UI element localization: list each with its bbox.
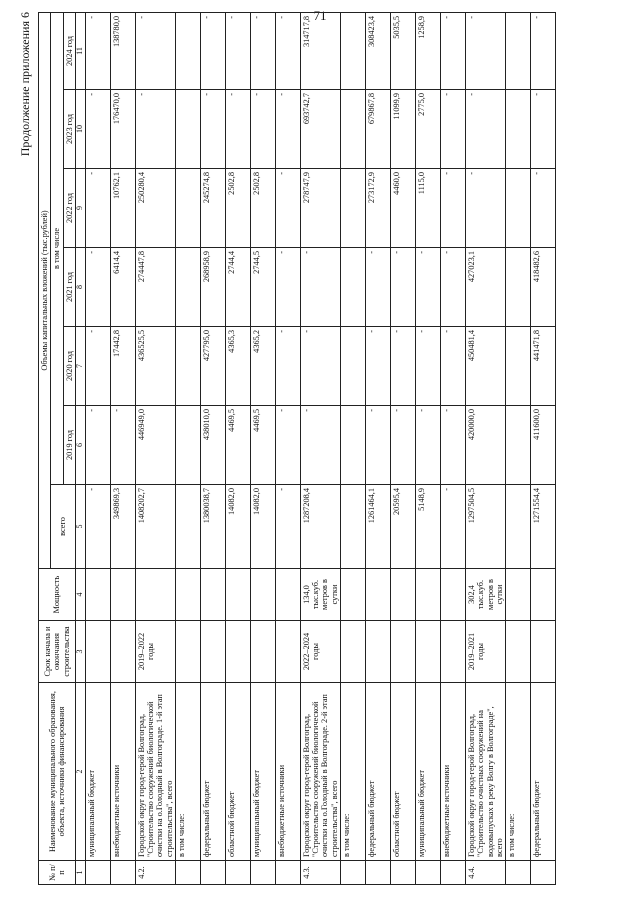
row-year-value: [341, 90, 366, 169]
column-number: 8: [75, 248, 85, 327]
table-row: [506, 12, 531, 884]
row-year-value: -: [531, 169, 556, 248]
row-power: [506, 569, 531, 621]
row-period: 2022–2024 годы: [300, 621, 340, 683]
row-year-value: 4365,2: [250, 327, 275, 406]
header-year: 2022 год: [63, 169, 75, 248]
row-year-value: -: [366, 248, 391, 327]
row-year-value: 679867,8: [366, 90, 391, 169]
row-year-value: 250280,4: [135, 169, 175, 248]
header-period: Срок начала и окончания строительства: [39, 621, 76, 683]
row-year-value: [341, 327, 366, 406]
row-year-value: 411600,0: [531, 406, 556, 485]
row-year-value: -: [135, 12, 175, 89]
row-year-value: [341, 406, 366, 485]
row-year-value: -: [366, 406, 391, 485]
row-year-value: 4365,3: [225, 327, 250, 406]
row-total: 5148,9: [416, 485, 441, 569]
row-year-value: 278747,9: [300, 169, 340, 248]
header-name: Наименование муниципального образования, объекта, источники финансирования: [39, 683, 76, 861]
row-name: областной бюджет: [225, 683, 250, 861]
table-row: [341, 12, 366, 884]
table-row: [225, 12, 250, 884]
row-name: муниципальный бюджет: [250, 683, 275, 861]
row-year-value: -: [300, 327, 340, 406]
row-year-value: 4460,0: [391, 169, 416, 248]
row-power: [416, 569, 441, 621]
row-year-value: -: [300, 248, 340, 327]
row-year-value: [175, 248, 200, 327]
row-total: 1261464,1: [366, 485, 391, 569]
row-number: [85, 861, 110, 885]
row-year-value: [506, 12, 531, 89]
row-year-value: 441471,8: [531, 327, 556, 406]
row-power: [135, 569, 175, 621]
row-name: внебюджетные источники: [441, 683, 466, 861]
row-total: -: [275, 485, 300, 569]
row-year-value: 274447,8: [135, 248, 175, 327]
row-year-value: 1258,9: [416, 12, 441, 89]
capital-investment-table: [38, 12, 556, 885]
row-year-value: [506, 169, 531, 248]
column-number: 11: [75, 12, 85, 89]
table-body: [85, 12, 555, 884]
header-incl: в том числе: [51, 12, 63, 484]
row-year-value: -: [441, 90, 466, 169]
row-number: 4.4.: [466, 861, 506, 885]
row-number: [250, 861, 275, 885]
row-year-value: 2744,5: [250, 248, 275, 327]
row-year-value: -: [225, 90, 250, 169]
row-year-value: -: [275, 248, 300, 327]
row-year-value: -: [300, 406, 340, 485]
row-year-value: 308423,4: [366, 12, 391, 89]
row-year-value: -: [225, 12, 250, 89]
table-row: [175, 12, 200, 884]
table-row: [300, 12, 340, 884]
row-year-value: 268958,9: [200, 248, 225, 327]
table-row: [416, 12, 441, 884]
row-year-value: 10762,1: [110, 169, 135, 248]
row-period: [175, 621, 200, 683]
page-number: 71: [313, 8, 327, 23]
row-year-value: -: [85, 327, 110, 406]
header-year: 2023 год: [63, 90, 75, 169]
row-power: [531, 569, 556, 621]
table-row: [391, 12, 416, 884]
row-total: 14082,0: [225, 485, 250, 569]
row-period: 2019–2021 годы: [466, 621, 506, 683]
row-year-value: [506, 248, 531, 327]
row-year-value: -: [275, 169, 300, 248]
row-year-value: [341, 169, 366, 248]
row-period: [275, 621, 300, 683]
header-investments: Объемы капитальных вложений (тыс.рублей): [39, 12, 51, 568]
row-year-value: -: [85, 248, 110, 327]
row-number: [441, 861, 466, 885]
row-year-value: [506, 90, 531, 169]
row-name: Городской округ город-герой Волгоград, "Строительство сооружений биологической очистки на о.Голодный в Волгограде. 2-й этап строительства", всего: [300, 683, 340, 861]
row-year-value: 2502,8: [225, 169, 250, 248]
row-year-value: -: [391, 327, 416, 406]
row-power: 302,4 тыс.куб. метров в сутки: [466, 569, 506, 621]
row-number: [366, 861, 391, 885]
row-year-value: -: [441, 248, 466, 327]
row-name: в том числе:: [175, 683, 200, 861]
row-year-value: -: [441, 406, 466, 485]
row-number: [200, 861, 225, 885]
row-name: внебюджетные источники: [275, 683, 300, 861]
row-year-value: 450481,4: [466, 327, 506, 406]
row-year-value: -: [275, 90, 300, 169]
row-year-value: [506, 327, 531, 406]
column-number: 5: [75, 485, 85, 569]
row-year-value: -: [85, 12, 110, 89]
row-total: 1380038,7: [200, 485, 225, 569]
row-year-value: 314717,8: [300, 12, 340, 89]
row-number: [531, 861, 556, 885]
row-year-value: 273172,9: [366, 169, 391, 248]
row-number: [110, 861, 135, 885]
table-row: [441, 12, 466, 884]
row-period: [341, 621, 366, 683]
row-year-value: 176470,0: [110, 90, 135, 169]
row-year-value: -: [466, 12, 506, 89]
row-number: 4.3.: [300, 861, 340, 885]
row-power: [175, 569, 200, 621]
row-year-value: -: [531, 90, 556, 169]
header-year: 2019 год: [63, 406, 75, 485]
header-year: 2020 год: [63, 327, 75, 406]
row-year-value: -: [466, 169, 506, 248]
row-year-value: -: [85, 406, 110, 485]
row-year-value: 2775,0: [416, 90, 441, 169]
row-number: [506, 861, 531, 885]
row-year-value: 17442,8: [110, 327, 135, 406]
header-total: всего: [51, 485, 76, 569]
header-no: № п/п: [39, 861, 76, 885]
column-number: 3: [75, 621, 85, 683]
row-name: Городской округ город-герой Волгоград, "Строительство сооружений биологической очистки на о.Голодный в Волгограде. 1-й этап строительства", всего: [135, 683, 175, 861]
row-number: [175, 861, 200, 885]
row-year-value: -: [250, 90, 275, 169]
row-year-value: 2744,4: [225, 248, 250, 327]
row-year-value: [175, 90, 200, 169]
row-year-value: -: [275, 406, 300, 485]
row-power: [200, 569, 225, 621]
row-power: [341, 569, 366, 621]
row-year-value: 4469,5: [250, 406, 275, 485]
row-year-value: 6414,4: [110, 248, 135, 327]
row-name: в том числе:: [506, 683, 531, 861]
row-year-value: -: [250, 12, 275, 89]
column-number: 4: [75, 569, 85, 621]
row-year-value: -: [85, 90, 110, 169]
row-year-value: -: [200, 12, 225, 89]
row-power: [275, 569, 300, 621]
row-total: [175, 485, 200, 569]
row-period: [200, 621, 225, 683]
column-number: 2: [75, 683, 85, 861]
row-year-value: 4469,5: [225, 406, 250, 485]
row-year-value: -: [85, 169, 110, 248]
row-period: [366, 621, 391, 683]
row-total: 14082,0: [250, 485, 275, 569]
row-year-value: -: [416, 248, 441, 327]
row-period: [441, 621, 466, 683]
row-year-value: -: [441, 327, 466, 406]
appendix-title: Продолжение приложения 6: [18, 12, 32, 157]
row-year-value: 427795,0: [200, 327, 225, 406]
row-number: [225, 861, 250, 885]
row-year-value: -: [275, 327, 300, 406]
column-number: 9: [75, 169, 85, 248]
table-row: [135, 12, 175, 884]
row-year-value: 245274,8: [200, 169, 225, 248]
row-year-value: -: [275, 12, 300, 89]
row-power: [250, 569, 275, 621]
table-row: [531, 12, 556, 884]
row-name: муниципальный бюджет: [416, 683, 441, 861]
row-power: [85, 569, 110, 621]
row-number: [416, 861, 441, 885]
row-year-value: -: [366, 327, 391, 406]
row-year-value: [175, 406, 200, 485]
row-year-value: 1115,0: [416, 169, 441, 248]
row-year-value: 693742,7: [300, 90, 340, 169]
row-total: 1287208,4: [300, 485, 340, 569]
row-year-value: 446949,0: [135, 406, 175, 485]
row-year-value: -: [416, 406, 441, 485]
row-period: [85, 621, 110, 683]
row-year-value: -: [416, 327, 441, 406]
row-total: 1271554,4: [531, 485, 556, 569]
row-year-value: [341, 12, 366, 89]
row-total: 20595,4: [391, 485, 416, 569]
row-power: 134,0 тыс.куб. метров в сутки: [300, 569, 340, 621]
row-number: [391, 861, 416, 885]
row-number: [275, 861, 300, 885]
row-name: в том числе:: [341, 683, 366, 861]
row-year-value: -: [135, 90, 175, 169]
row-year-value: 2502,8: [250, 169, 275, 248]
row-name: федеральный бюджет: [200, 683, 225, 861]
row-year-value: -: [391, 406, 416, 485]
row-number: [341, 861, 366, 885]
row-total: -: [85, 485, 110, 569]
row-period: [531, 621, 556, 683]
header-year: 2021 год: [63, 248, 75, 327]
table-row: [275, 12, 300, 884]
header-power: Мощность: [39, 569, 76, 621]
column-number: 6: [75, 406, 85, 485]
table-row: [200, 12, 225, 884]
row-year-value: 420000,0: [466, 406, 506, 485]
header-year: 2024 год: [63, 12, 75, 89]
row-power: [391, 569, 416, 621]
row-year-value: 418482,6: [531, 248, 556, 327]
row-total: [506, 485, 531, 569]
row-power: [366, 569, 391, 621]
table-row: [466, 12, 506, 884]
column-number: 7: [75, 327, 85, 406]
row-year-value: -: [200, 90, 225, 169]
row-name: внебюджетные источники: [110, 683, 135, 861]
row-period: [391, 621, 416, 683]
row-year-value: 11099,9: [391, 90, 416, 169]
row-year-value: -: [466, 90, 506, 169]
row-total: 349869,3: [110, 485, 135, 569]
row-name: областной бюджет: [391, 683, 416, 861]
row-name: федеральный бюджет: [366, 683, 391, 861]
row-period: [506, 621, 531, 683]
row-power: [225, 569, 250, 621]
row-year-value: 436525,5: [135, 327, 175, 406]
row-year-value: -: [531, 12, 556, 89]
row-year-value: [175, 327, 200, 406]
row-year-value: 138780,0: [110, 12, 135, 89]
row-name: муниципальный бюджет: [85, 683, 110, 861]
row-year-value: -: [110, 406, 135, 485]
row-name: федеральный бюджет: [531, 683, 556, 861]
row-period: [225, 621, 250, 683]
column-number: 1: [75, 861, 85, 885]
row-number: 4.2.: [135, 861, 175, 885]
row-period: 2019–2022 годы: [135, 621, 175, 683]
row-total: [341, 485, 366, 569]
row-period: [416, 621, 441, 683]
row-total: 1297504,5: [466, 485, 506, 569]
table-row: [366, 12, 391, 884]
table-row: [85, 12, 110, 884]
row-period: [110, 621, 135, 683]
row-year-value: 5035,5: [391, 12, 416, 89]
row-year-value: [341, 248, 366, 327]
row-power: [110, 569, 135, 621]
row-year-value: [175, 169, 200, 248]
row-year-value: -: [441, 169, 466, 248]
table-row: [250, 12, 275, 884]
table-row: [110, 12, 135, 884]
row-year-value: 438010,0: [200, 406, 225, 485]
row-year-value: -: [441, 12, 466, 89]
row-year-value: -: [391, 248, 416, 327]
row-total: -: [441, 485, 466, 569]
row-year-value: 427023,1: [466, 248, 506, 327]
row-name: Городской округ город-герой Волгоград, "Строительство очистных сооружений на водовыпусках в реку Волгу в Волгограде", всего: [466, 683, 506, 861]
column-number: 10: [75, 90, 85, 169]
row-period: [250, 621, 275, 683]
row-year-value: [506, 406, 531, 485]
row-year-value: [175, 12, 200, 89]
row-power: [441, 569, 466, 621]
row-total: 1408202,7: [135, 485, 175, 569]
